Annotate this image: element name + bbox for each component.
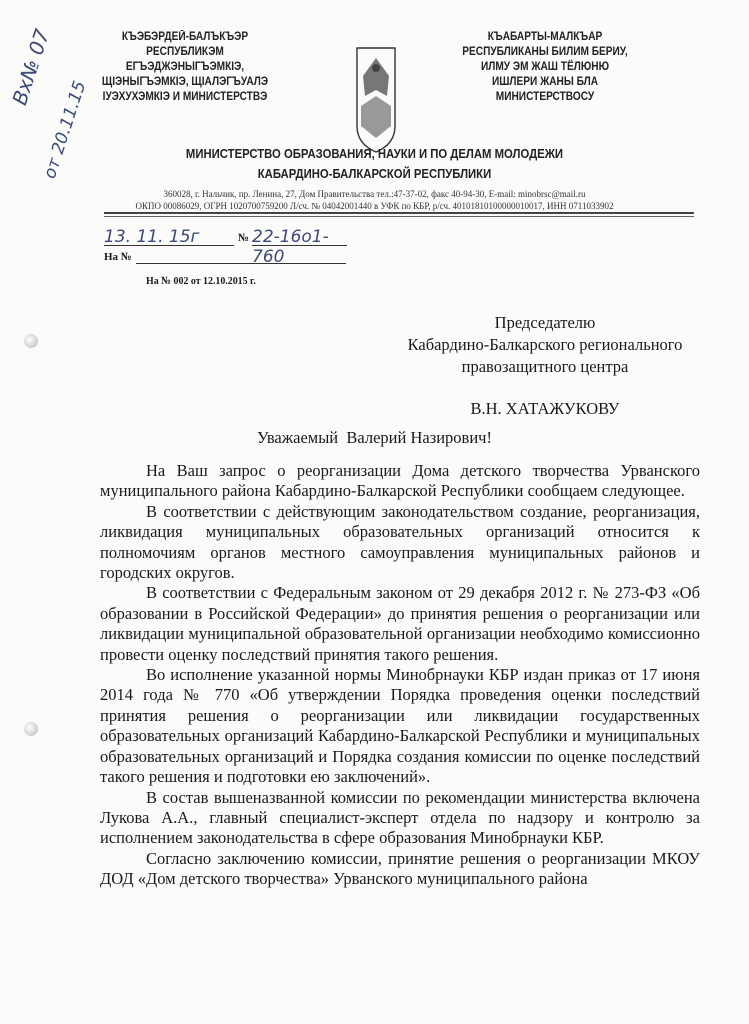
paragraph: Согласно заключению комиссии, принятие решения о реорганизации МКОУ ДОД «Дом детского творчества» Урванского муниципального района — [100, 848, 700, 889]
paragraph: В соответствии с Федеральным законом от 29 декабря 2012 г. № 273-ФЗ «Об образовании в Российской Федерации» до принятия решения о реорганизации или ликвидации муниципальной образовательной организации необходимо комиссионно провести оценку последствий принятия такого решения. — [100, 583, 700, 664]
addressee-name: В.Н. ХАТАЖУКОВУ — [470, 399, 620, 418]
outgoing-number: 22-16о1-760 — [252, 227, 329, 267]
header-right-line: ИЛМУ ЭМ ЖАШ ТЁЛЮНЮ — [480, 61, 610, 73]
incoming-date: от 20.11.15 — [40, 78, 91, 182]
outgoing-date: 13. 11. 15г — [104, 227, 200, 247]
paragraph: В соответствии с действующим законодательством создание, реорганизация, ликвидация муниципальных образовательных организаций относится к полномочиям органов местного самоуправления муниципальных районов и городских округов. — [100, 501, 700, 583]
addressee-line: Председателю — [494, 313, 596, 332]
outgoing-number-field — [252, 227, 347, 267]
letter-body — [100, 461, 700, 890]
header-right-line: МИНИСТЕРСТВОСУ — [495, 91, 595, 103]
header-left-kabardian — [97, 30, 273, 105]
number-label: № — [238, 232, 250, 244]
header-right-line: ИШЛЕРИ ЖАНЫ БЛА — [491, 76, 599, 88]
incoming-number: Вх№ 07 — [7, 26, 55, 108]
header-divider — [104, 212, 694, 217]
header-left-line: ЩIЭНЫГЪЭМКIЭ, ЩIАЛЭГЪУАЛЭ — [101, 76, 269, 88]
punch-hole — [24, 334, 38, 348]
ministry-requisites: ОКПО 00086029, ОГРН 1020700759200 Л/сч. № 04042001440 в УФК по КБР, р/сч. 40101810100000010017, ИНН 0711033902 — [135, 201, 614, 211]
reply-to-label: На № — [104, 251, 132, 263]
addressee-line: правозащитного центра — [461, 357, 629, 376]
header-right-balkar — [448, 30, 642, 105]
paragraph: В состав вышеназванной комиссии по рекомендации министерства включена Лукова А.А., главный специалист-эксперт отдела по надзору и контролю за исполнением законодательства в сфере образования Минобрнауки КБР. — [100, 787, 700, 848]
paragraph: Во исполнение указанной нормы Минобрнауки КБР издан приказ от 17 июня 2014 года № 770 «Об утверждении Порядка проведения оценки последствий принятия решения о реорганизации или ликвидации государственных образовательных организаций Кабардино-Балкарской Республики и муниципальных образовательных организаций и Порядка создания комиссии по оценке последствий такого решения и подготовки ею заключений». — [100, 665, 700, 787]
coat-of-arms-emblem — [355, 46, 397, 154]
ministry-address: 360028, г. Нальчик, пр. Ленина, 27, Дом Правительства тел.:47-37-02, факс 40-94-30, E-mail: minobrsc@mail.ru — [163, 189, 586, 199]
reply-to-field — [136, 263, 346, 264]
ministry-title — [49, 144, 701, 184]
ministry-title-line: МИНИСТЕРСТВО ОБРАЗОВАНИЯ, НАУКИ И ПО ДЕЛАМ МОЛОДЕЖИ — [185, 146, 564, 161]
outgoing-date-field — [104, 227, 234, 246]
punch-hole — [24, 722, 38, 736]
header-right-line: КЪАБАРТЫ-МАЛКЪАР — [487, 31, 603, 43]
header-left-line: IУЭХУХЭМКIЭ И МИНИСТЕРСТВЭ — [102, 91, 268, 103]
reply-to-reference: На № 002 от 12.10.2015 г. — [146, 275, 256, 287]
header-left-line: РЕСПУБЛИКЭМ — [146, 46, 224, 58]
addressee-line: Кабардино-Балкарского регионального — [407, 335, 683, 354]
ministry-title-line: КАБАРДИНО-БАЛКАРСКОЙ РЕСПУБЛИКИ — [257, 166, 492, 181]
header-left-line: КЪЭБЭРДЕЙ-БАЛЪКЪЭР — [121, 31, 249, 43]
addressee-block — [380, 312, 710, 420]
paragraph: На Ваш запрос о реорганизации Дома детского творчества Урванского муниципального района Кабардино-Балкарской Республики сообщаем следующее. — [100, 461, 700, 501]
greeting: Уважаемый Валерий Назирович! — [257, 428, 492, 447]
header-left-line: ЕГЪЭДЖЭНЫГЪЭМКIЭ, — [125, 61, 245, 73]
header-right-line: РЕСПУБЛИКАНЫ БИЛИМ БЕРИУ, — [462, 46, 628, 58]
